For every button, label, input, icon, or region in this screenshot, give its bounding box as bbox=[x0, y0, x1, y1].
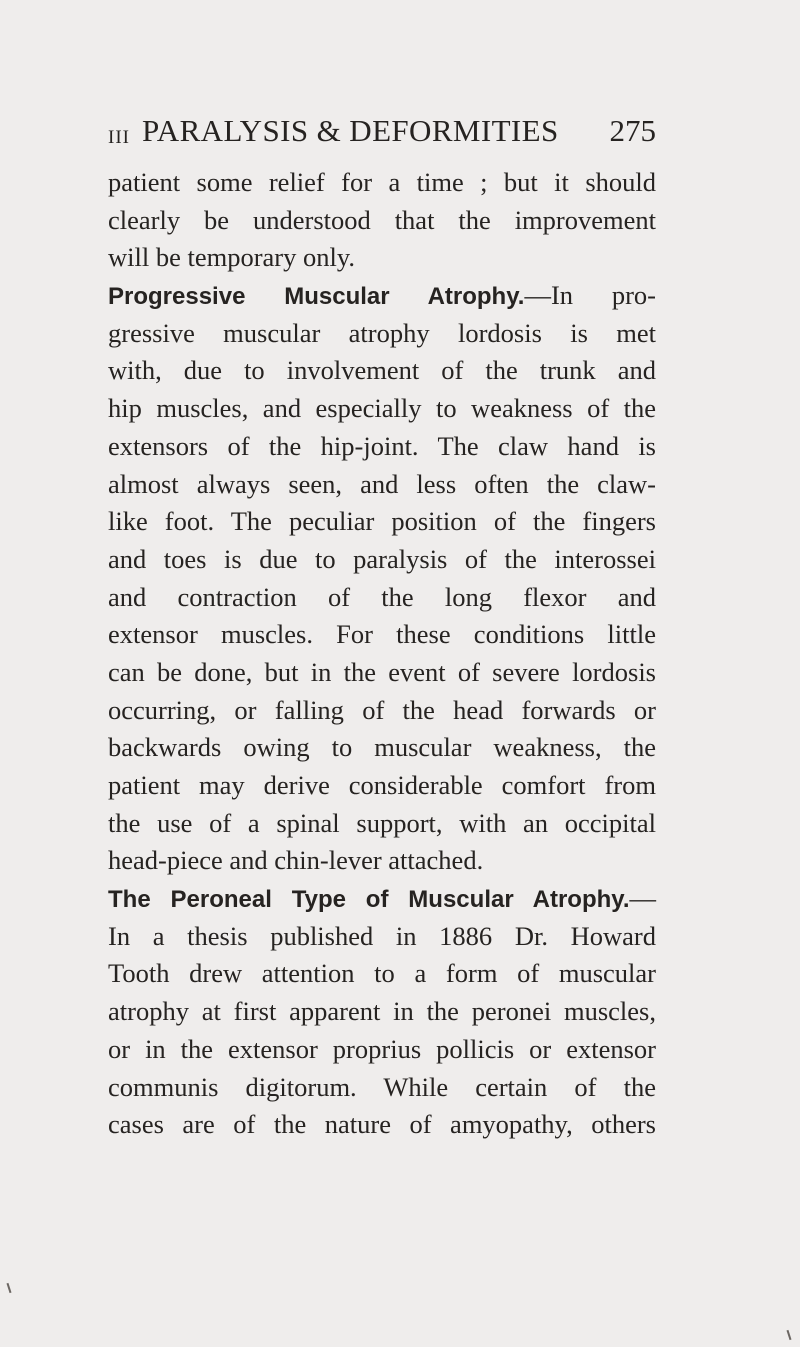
text-line bbox=[108, 503, 656, 541]
page-number: 275 bbox=[609, 113, 656, 148]
line-text: occurring, or falling of the head forwards or bbox=[108, 694, 656, 725]
line-text: like foot. The peculiar position of the fingers bbox=[108, 506, 656, 537]
text-line bbox=[108, 955, 656, 993]
scan-mark bbox=[787, 1330, 792, 1340]
text-line bbox=[108, 918, 656, 956]
text-line bbox=[108, 692, 656, 730]
text-line bbox=[108, 805, 656, 843]
line-text: or in the extensor proprius pollicis or extensor bbox=[108, 1033, 656, 1064]
line-text: atrophy at first apparent in the peronei muscles, bbox=[108, 996, 656, 1027]
line-text: patient some relief for a time ; but it should bbox=[108, 167, 656, 197]
text-line bbox=[108, 390, 656, 428]
line-text: communis digitorum. While certain of the bbox=[108, 1071, 656, 1102]
text-line bbox=[108, 1031, 656, 1069]
text-line bbox=[108, 352, 656, 390]
text-line bbox=[108, 428, 656, 466]
line-text: patient may derive considerable comfort from bbox=[108, 770, 656, 800]
line-text: hip muscles, and especially to weakness of the bbox=[108, 393, 656, 424]
line-text: head-piece and chin-lever attached. bbox=[108, 845, 484, 876]
section-heading: The Peroneal Type of Muscular Atrophy. bbox=[108, 886, 630, 914]
text-line bbox=[108, 880, 656, 918]
text-line bbox=[108, 202, 656, 240]
line-text: almost always seen, and less often the claw- bbox=[108, 468, 656, 499]
text-line bbox=[108, 277, 656, 315]
line-text: backwards owing to muscular weakness, the bbox=[108, 732, 656, 763]
line-text: and contraction of the long flexor and bbox=[108, 581, 656, 612]
line-text: extensor muscles. For these conditions little bbox=[108, 619, 656, 650]
line-text: —In pro- bbox=[524, 280, 656, 311]
text-line bbox=[108, 993, 656, 1031]
line-text: extensors of the hip-joint. The claw hand is bbox=[108, 430, 656, 461]
line-text: and toes is due to paralysis of the interossei bbox=[108, 543, 656, 574]
line-text: gressive muscular atrophy lordosis is met bbox=[108, 317, 656, 348]
text-line bbox=[108, 767, 656, 805]
text-line bbox=[108, 616, 656, 654]
line-text: Tooth drew attention to a form of muscular bbox=[108, 958, 656, 989]
text-line bbox=[108, 654, 656, 692]
line-text: clearly be understood that the improvement bbox=[108, 204, 656, 235]
text-line bbox=[108, 315, 656, 353]
text-line bbox=[108, 541, 656, 579]
line-text: the use of a spinal support, with an occipital bbox=[108, 807, 656, 838]
text-line bbox=[108, 239, 656, 277]
line-text: — bbox=[629, 883, 656, 914]
text-line bbox=[108, 579, 656, 617]
scan-mark bbox=[7, 1283, 12, 1293]
text-line bbox=[108, 729, 656, 767]
section-heading: Progressive Muscular Atrophy. bbox=[108, 283, 525, 311]
body-text bbox=[108, 164, 656, 1144]
text-line bbox=[108, 164, 656, 202]
text-line bbox=[108, 842, 656, 880]
line-text: In a thesis published in 1886 Dr. Howard bbox=[108, 920, 656, 951]
text-line bbox=[108, 466, 656, 504]
line-text: will be temporary only. bbox=[108, 242, 356, 273]
text-line bbox=[108, 1106, 656, 1144]
line-text: with, due to involvement of the trunk and bbox=[108, 355, 656, 386]
text-line bbox=[108, 1069, 656, 1107]
line-text: can be done, but in the event of severe lordosis bbox=[108, 656, 656, 687]
running-header bbox=[108, 113, 656, 153]
line-text: cases are of the nature of amyopathy, others bbox=[108, 1109, 656, 1140]
running-title: PARALYSIS & DEFORMITIES bbox=[142, 113, 559, 148]
chapter-number: III bbox=[108, 127, 130, 148]
